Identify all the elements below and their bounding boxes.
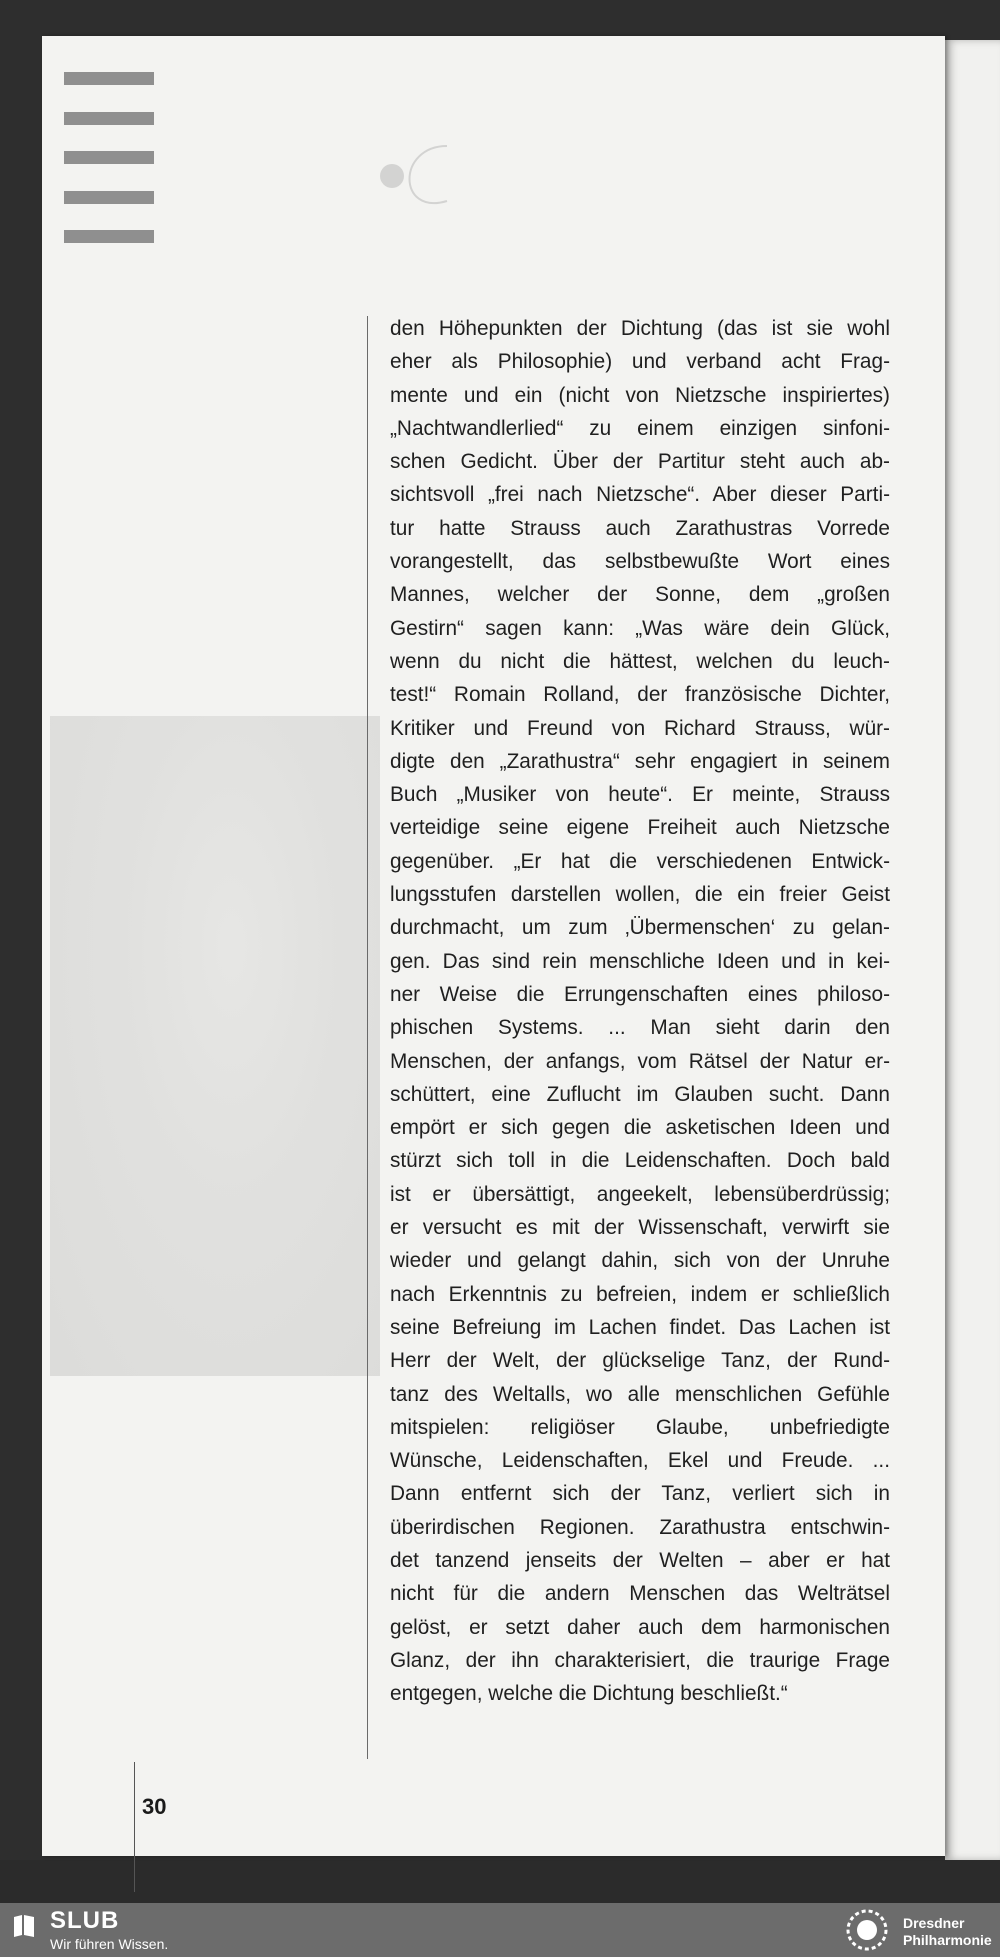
text-line: empört er sich gegen die asketischen Ideen und <box>390 1116 890 1140</box>
page-number-rule <box>134 1762 135 1892</box>
footer-bar <box>0 1903 1000 1957</box>
side-marker-bar <box>64 191 154 204</box>
text-line: vorangestellt, das selbstbewußte Wort eines <box>390 550 890 574</box>
text-line: eher als Philosophie) und verband acht Frag- <box>390 350 890 374</box>
text-line: durchmacht, um zum ‚Übermenschen‘ zu gelan- <box>390 916 890 940</box>
text-line: Gestirn“ sagen kann: „Was wäre dein Glück, <box>390 616 890 640</box>
text-line: Buch „Musiker von heute“. Er meinte, Strauss <box>390 783 890 807</box>
text-line: stürzt sich toll in die Leidenschaften. Doch bald <box>390 1149 890 1173</box>
text-line: seine Befreiung im Lachen findet. Das Lachen ist <box>390 1315 890 1339</box>
slub-book-icon <box>12 1913 36 1939</box>
text-line: wenn du nicht die hättest, welchen du leuch- <box>390 649 890 673</box>
text-line: lungsstufen darstellen wollen, die ein freier Geist <box>390 883 890 907</box>
text-line: gegenüber. „Er hat die verschiedenen Entwick- <box>390 849 890 873</box>
document-page <box>42 36 945 1856</box>
side-marker-bar <box>64 230 154 243</box>
text-line: mente und ein (nicht von Nietzsche inspiriertes) <box>390 383 890 407</box>
body-text-column <box>390 312 890 1710</box>
text-line: ist er übersättigt, angeekelt, lebensüberdrüssig; <box>390 1182 890 1206</box>
text-line: Herr der Welt, der glückselige Tanz, der Rund- <box>390 1349 890 1373</box>
text-line: gen. Das sind rein menschliche Ideen und in kei- <box>390 949 890 973</box>
text-line: nicht für die andern Menschen das Welträtsel <box>390 1582 890 1606</box>
text-line: sichtsvoll „frei nach Nietzsche“. Aber dieser Parti- <box>390 483 890 507</box>
text-line: Mannes, welcher der Sonne, dem „großen <box>390 583 890 607</box>
text-line: den Höhepunkten der Dichtung (das ist sie wohl <box>390 317 890 340</box>
text-line: det tanzend jenseits der Welten – aber er hat <box>390 1548 890 1572</box>
text-line: digte den „Zarathustra“ sehr engagiert in seinem <box>390 749 890 773</box>
text-line: tanz des Weltalls, wo alle menschlichen Gefühle <box>390 1382 890 1406</box>
page-number: 30 <box>142 1794 167 1819</box>
text-line: entgegen, welche die Dichtung beschließt.“ <box>390 1682 788 1706</box>
library-name: SLUB <box>50 1907 120 1934</box>
text-line: Glanz, der ihn charakterisiert, die traurige Frage <box>390 1648 890 1672</box>
text-line: überirdischen Regionen. Zarathustra entschwin- <box>390 1515 890 1539</box>
text-line: Wünsche, Leidenschaften, Ekel und Freude. ... <box>390 1449 890 1473</box>
text-line: test!“ Romain Rolland, der französische Dichter, <box>390 683 890 707</box>
bleed-through-logo <box>147 106 467 256</box>
partner-name-line2: Philharmonie <box>903 1932 992 1948</box>
text-line: „Nachtwandlerlied“ zu einem einzigen sinfoni- <box>390 416 890 440</box>
column-rule <box>367 316 368 1759</box>
dresdner-philharmonie-logo-icon <box>842 1908 892 1952</box>
partner-name-line1: Dresdner <box>903 1915 965 1931</box>
text-line: ner Weise die Errungenschaften eines philoso- <box>390 982 890 1006</box>
next-page-edge <box>945 40 1000 1860</box>
text-line: er versucht es mit der Wissenschaft, verwirft sie <box>390 1216 890 1240</box>
text-line: schüttert, eine Zuflucht im Glauben sucht. Dann <box>390 1082 890 1106</box>
text-line: gelöst, er setzt daher auch dem harmonischen <box>390 1615 890 1639</box>
side-marker-bar <box>64 112 154 125</box>
text-line: mitspielen: religiöser Glaube, unbefriedigte <box>390 1415 890 1439</box>
text-line: Kritiker und Freund von Richard Strauss, wür- <box>390 716 890 740</box>
text-line: Menschen, der anfangs, vom Rätsel der Natur er- <box>390 1049 890 1073</box>
side-marker-bar <box>64 151 154 164</box>
text-line: verteidige seine eigene Freiheit auch Nietzsche <box>390 816 890 840</box>
text-line: schen Gedicht. Über der Partitur steht auch ab- <box>390 450 890 474</box>
bleed-through-portrait <box>50 716 380 1376</box>
text-line: tur hatte Strauss auch Zarathustras Vorrede <box>390 516 890 540</box>
library-tagline: Wir führen Wissen. <box>50 1936 169 1952</box>
text-line: phischen Systems. ... Man sieht darin den <box>390 1016 890 1040</box>
side-marker-bar <box>64 72 154 85</box>
text-line: Dann entfernt sich der Tanz, verliert sich in <box>390 1482 890 1506</box>
text-line: wieder und gelangt dahin, sich von der Unruhe <box>390 1249 890 1273</box>
text-line: nach Erkenntnis zu befreien, indem er schließlich <box>390 1282 890 1306</box>
